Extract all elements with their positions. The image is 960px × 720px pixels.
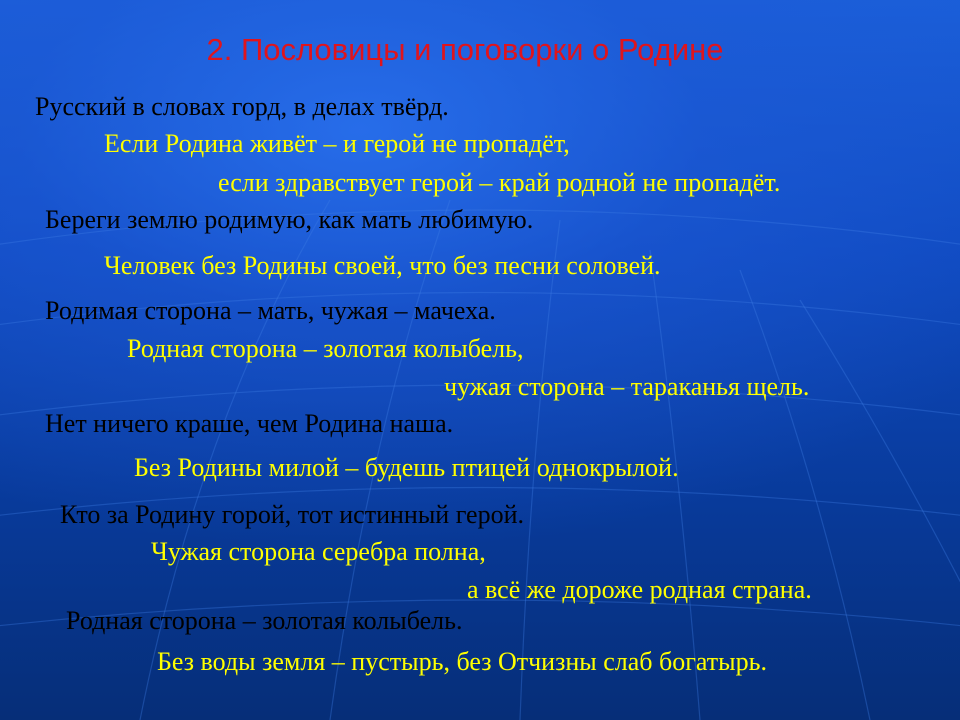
proverb-line: Без воды земля – пустырь, без Отчизны слаб богатырь. — [157, 647, 767, 676]
proverb-line: если здравствует герой – край родной не пропадёт. — [218, 168, 781, 197]
proverb-line: Родная сторона – золотая колыбель. — [66, 606, 463, 635]
proverb-line: Человек без Родины своей, что без песни соловей. — [104, 251, 661, 280]
proverb-line: Родная сторона – золотая колыбель, — [127, 334, 524, 363]
proverb-line: Береги землю родимую, как мать любимую. — [45, 205, 534, 234]
proverb-line: Если Родина живёт – и герой не пропадёт, — [104, 129, 570, 158]
proverb-line: Нет ничего краше, чем Родина наша. — [45, 409, 454, 438]
proverb-line: а всё же дороже родная страна. — [467, 575, 812, 604]
proverb-line: Родимая сторона – мать, чужая – мачеха. — [45, 296, 496, 325]
proverb-line: чужая сторона – тараканья щель. — [444, 372, 810, 401]
slide-title: 2. Пословицы и поговорки о Родине — [206, 32, 724, 67]
proverb-line: Без Родины милой – будешь птицей однокрылой. — [134, 453, 679, 482]
proverb-line: Русский в словах горд, в делах твёрд. — [35, 92, 449, 121]
proverb-line: Кто за Родину горой, тот истинный герой. — [60, 500, 524, 529]
proverb-line: Чужая сторона серебра полна, — [151, 537, 486, 566]
